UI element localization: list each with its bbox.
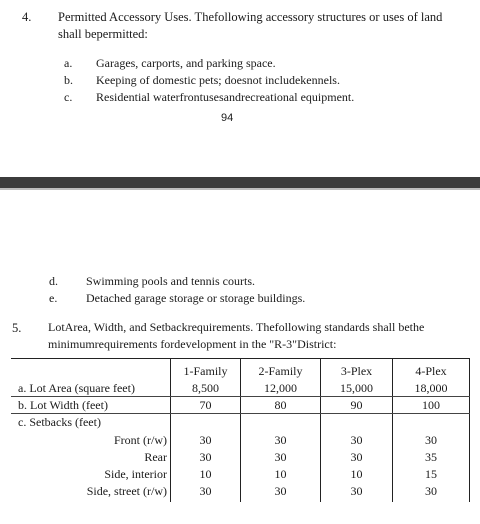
table-cell: 30 (199, 450, 212, 464)
item-letter-d: d. (49, 274, 58, 288)
table-cell: 10 (199, 467, 212, 481)
table-cell: 90 (350, 398, 363, 412)
table-cell: 100 (422, 398, 440, 412)
item-letter-b: b. (64, 73, 73, 87)
row-divider (11, 413, 470, 414)
table-cell: 30 (274, 484, 287, 498)
table-cell: 30 (425, 484, 437, 498)
table-cell: 70 (199, 398, 212, 412)
table-cell: 30 (199, 484, 212, 498)
table-cell: 30 (199, 433, 212, 447)
row-label-side-interior: Side, interior (104, 467, 167, 481)
table-cell: 10 (274, 467, 287, 481)
table-cell: 30 (350, 450, 363, 464)
table-cell: 30 (425, 433, 437, 447)
page-number: 94 (221, 112, 234, 124)
item-text-c: Residential waterfrontusesandrecreational equipment. (96, 90, 355, 104)
section-4-number: 4. (22, 10, 32, 24)
row-label-setbacks: c. Setbacks (feet) (18, 415, 101, 429)
table-cell: 12,000 (264, 381, 297, 395)
table-cell: 80 (274, 398, 287, 412)
table-cell: 30 (274, 450, 287, 464)
column-header-4-plex: 4-Plex (415, 364, 447, 378)
row-label-front: Front (r/w) (114, 433, 167, 447)
section-5-heading-line1: LotArea, Width, and Setbackrequirements. Thefollowing standards shall bethe (48, 320, 425, 334)
item-letter-a: a. (64, 56, 73, 70)
item-letter-e: e. (49, 291, 58, 305)
table-cell: 8,500 (192, 381, 219, 395)
column-header-1-family: 1-Family (183, 364, 228, 378)
row-divider (11, 396, 470, 397)
table-cell: 18,000 (414, 381, 448, 395)
section-5-number: 5. (12, 321, 22, 335)
section-4-heading-line1: Permitted Accessory Uses. Thefollowing accessory structures or uses of land (58, 10, 443, 24)
item-text-d: Swimming pools and tennis courts. (86, 274, 255, 288)
column-header-2-family: 2-Family (258, 364, 303, 378)
table-cell: 30 (350, 433, 363, 447)
table-cell: 30 (274, 433, 287, 447)
row-label-lot-area: a. Lot Area (square feet) (18, 381, 135, 395)
section-4-heading-line2: shall bepermitted: (58, 27, 148, 41)
row-label-side-street: Side, street (r/w) (86, 484, 167, 498)
table-cell: 15 (425, 467, 437, 481)
column-divider (469, 358, 470, 502)
section-5-heading-line2: minimumrequirements fordevelopment in the "R-3"District: (48, 337, 337, 351)
page-divider (0, 177, 480, 188)
column-header-3-plex: 3-Plex (340, 364, 373, 378)
item-letter-c: c. (64, 90, 73, 104)
item-text-b: Keeping of domestic pets; doesnot includekennels. (96, 73, 340, 87)
item-text-e: Detached garage storage or storage buildings. (86, 291, 306, 305)
table-cell: 15,000 (340, 381, 373, 395)
table-cell: 35 (425, 450, 437, 464)
row-label-lot-width: b. Lot Width (feet) (18, 398, 108, 412)
row-label-rear: Rear (144, 450, 167, 464)
table-cell: 30 (350, 484, 363, 498)
table-cell: 10 (350, 467, 363, 481)
page-divider-shadow (0, 188, 480, 190)
item-text-a: Garages, carports, and parking space. (96, 56, 276, 70)
